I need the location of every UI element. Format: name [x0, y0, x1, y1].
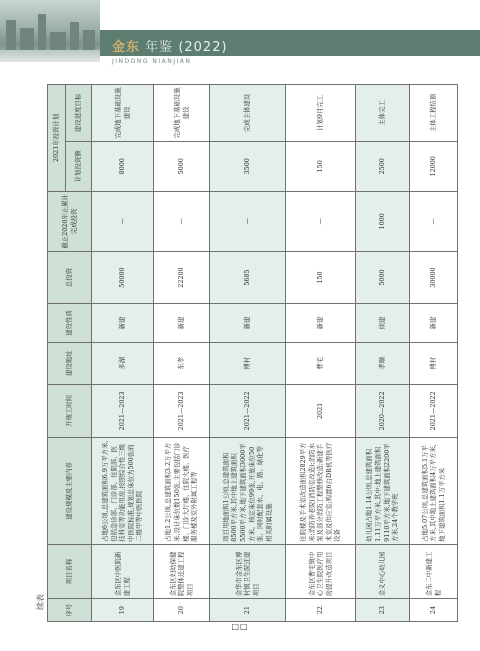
book-title-rest: 年鉴: [145, 40, 174, 55]
header-location: 建设地址: [48, 342, 92, 384]
continued-label: 续表: [36, 594, 45, 610]
cell-period: 2021—2022: [410, 384, 458, 437]
cell-cumulative: —: [410, 191, 458, 251]
cell-plan-progress: 主体工程结顶: [410, 85, 458, 142]
book-year: (2022): [178, 40, 228, 55]
header-cityscape-image: [0, 0, 100, 62]
cell-nature: 新建: [286, 304, 356, 343]
table-row: [92, 85, 154, 622]
cell-name: 金东区中医院新建工程: [92, 544, 154, 598]
header-period: 开竣工时间: [48, 384, 92, 437]
investment-plan-table: [47, 84, 458, 622]
cell-period: 2021—2022: [210, 384, 286, 437]
header-plan-amount: 计划投资额: [66, 141, 92, 191]
cell-total: 50000: [92, 251, 154, 303]
cell-scale: 幼儿园占地1.14公顷,总建筑面积1.11万平方米,其中:地上建筑面积9110平方米,地下建筑面积2200平方米,24个教学班: [356, 438, 410, 545]
page-header: [0, 0, 480, 66]
cell-plan-amount: 5000: [154, 141, 210, 191]
cell-location: 孝顺: [356, 342, 410, 384]
cell-scale: 占地1.2公顷,总建筑面积3.2万平方米,设计床位数150张,主要包括门诊楼、门诊大厅楼、住院大楼、医疗服务楼及室外附属工程等: [154, 438, 210, 545]
table-row: [356, 85, 410, 622]
cell-cumulative: —: [210, 191, 286, 251]
cell-nature: 新建: [154, 304, 210, 343]
table-row: [154, 85, 210, 622]
cell-nature: 新建: [410, 304, 458, 343]
book-subtitle: JINDONG NIANJIAN: [112, 58, 192, 65]
cell-period: 2020—2022: [356, 384, 410, 437]
cell-location: 东孝: [154, 342, 210, 384]
cell-location: 傅村: [210, 342, 286, 384]
cell-name: 金东区曹宅镇中心卫生院医疗用房提升改造项目: [286, 544, 356, 598]
cell-seq: 19: [92, 599, 154, 622]
cell-total: 30000: [410, 251, 458, 303]
cell-name: 金义中心幼儿园: [356, 544, 410, 598]
cell-plan-progress: 计划9月完工: [286, 85, 356, 142]
cell-nature: 新建: [92, 304, 154, 343]
cell-location: 傅村: [410, 342, 458, 384]
cell-name: 金东区妇幼保健院整体迁建工程项目: [154, 544, 210, 598]
cell-plan-amount: 3500: [210, 141, 286, 191]
cell-cumulative: —: [286, 191, 356, 251]
cell-seq: 20: [154, 599, 210, 622]
investment-plan-table-container: [47, 84, 457, 622]
cell-seq: 22: [286, 599, 356, 622]
cell-seq: 23: [356, 599, 410, 622]
cell-name: 金东二中新建工程: [410, 544, 458, 598]
cell-plan-progress: 完成地下基础设施建设: [154, 85, 210, 142]
header-plan-progress: 建设进度目标: [66, 85, 92, 142]
header-name: 项目名称: [48, 544, 92, 598]
cell-plan-amount: 2500: [356, 141, 410, 191]
book-title-gold: 金东: [112, 40, 141, 55]
cell-nature: 新建: [210, 304, 286, 343]
cell-period: 2021: [286, 384, 356, 437]
cell-seq: 24: [410, 599, 458, 622]
cell-seq: 21: [210, 599, 286, 622]
cell-scale: 占地5.07公顷,总建筑面积5.1万平方米,其中地上建筑面积4万平方米,地下建筑面积1.1万平方米: [410, 438, 458, 545]
cell-cumulative: —: [154, 191, 210, 251]
cell-period: 2021—2023: [92, 384, 154, 437]
cell-plan-progress: 主体完工: [356, 85, 410, 142]
table-row: [286, 85, 356, 622]
cell-location: 多湖: [92, 342, 154, 384]
cell-plan-progress: 完成主体建设: [210, 85, 286, 142]
cell-plan-amount: 12000: [410, 141, 458, 191]
cell-nature: 续建: [356, 304, 410, 343]
header-seq: 序号: [48, 599, 92, 622]
cell-plan-progress: 完成地下基础设施建设: [92, 85, 154, 142]
header-total: 总投资: [48, 251, 92, 303]
book-title: [112, 36, 228, 55]
cell-total: 22200: [154, 251, 210, 303]
header-cumulative: 截止2020年止累计完成投资: [48, 191, 92, 251]
cell-scale: 占地6公顷,总建筑面积6.9万平方米,包括急诊部、门诊部、住院部、医技科室等功能用房,按照综合性三级中医院标准,规划总床位为500张的二级甲等中医医院: [92, 438, 154, 545]
cell-period: 2021—2023: [154, 384, 210, 437]
cell-scale: 住院楼及手术室改造面积2829平方米;消防养老院(消防室改造);消防水泵及部分消防工程整修改造;新建手术室及供应室;购置6台DR机等医疗设备: [286, 438, 356, 545]
cell-name: 金华市金东区傅村镇卫生院迁建项目: [210, 544, 286, 598]
cell-cumulative: —: [92, 191, 154, 251]
header-scale: 建设规模及主要内容: [48, 438, 92, 545]
cell-location: 曹宅: [286, 342, 356, 384]
header-nature: 建设性质: [48, 304, 92, 343]
cell-scale: 项目用地面积1公顷,总建筑面积8500平方米,其中地上建筑面积5500平方米,地下建筑面积3000平方米。核定床位99张,开放床位50张。同时配套水、电、路、绿化等相关附属设施: [210, 438, 286, 545]
table-row: [410, 85, 458, 622]
cell-total: 5000: [356, 251, 410, 303]
header-plan-group: 2021年投资计划: [48, 85, 66, 192]
cell-total: 150: [286, 251, 356, 303]
cell-plan-amount: 150: [286, 141, 356, 191]
cell-cumulative: 1000: [356, 191, 410, 251]
table-row: [210, 85, 286, 622]
page-number: □□: [231, 622, 249, 631]
cell-plan-amount: 8000: [92, 141, 154, 191]
cell-total: 5685: [210, 251, 286, 303]
